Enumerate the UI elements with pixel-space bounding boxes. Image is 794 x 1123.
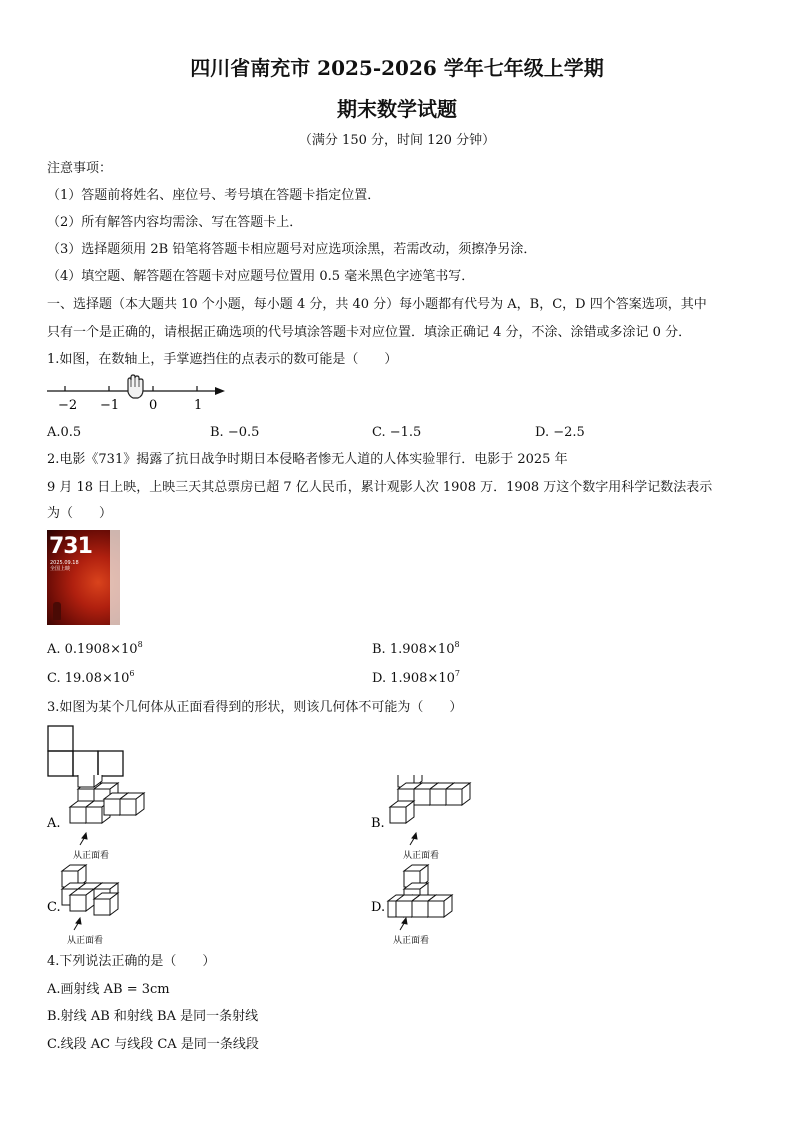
poster-date <box>50 560 79 572</box>
poster-strip <box>110 530 120 625</box>
tick-label: 1 <box>194 398 203 413</box>
hand-icon <box>128 375 143 398</box>
view-caption: 从正面看 <box>393 936 430 946</box>
option-label: D. <box>371 900 386 915</box>
option-c-exponent: 6 <box>129 669 135 678</box>
option-d-base: D. 1.908×10 <box>372 671 455 686</box>
notice-heading: 注意事项： <box>47 161 113 176</box>
question-2-stem-line1: 2.电影《731》揭露了抗日战争时期日本侵略者惨无人道的人体实验罪行．电影于 2025 年 <box>47 452 568 467</box>
notice-item: （2）所有解答内容均需涂、写在答题卡上． <box>47 215 303 230</box>
movie-poster-image <box>47 530 120 625</box>
view-caption: 从正面看 <box>403 851 440 861</box>
option-c-base: C. 19.08×10 <box>47 671 130 686</box>
option-a <box>47 641 143 658</box>
option-d-exponent: 7 <box>454 669 460 678</box>
view-caption: 从正面看 <box>67 936 104 946</box>
cube <box>390 801 414 823</box>
option-b <box>372 641 460 658</box>
notice-item: （3）选择题须用 2B 铅笔将答题卡相应题号对应选项涂黑，若需改动，须擦净另涂． <box>47 242 537 257</box>
cube <box>70 889 94 911</box>
cube <box>94 893 118 915</box>
option-a-base: A. 0.1908×10 <box>47 642 138 657</box>
tick-label: 0 <box>149 398 158 413</box>
view-arrow-head <box>76 918 81 924</box>
view-arrow-head <box>412 833 417 839</box>
question-2-stem-line2: 9 月 18 日上映，上映三天其总票房已超 7 亿人民币，累计观影人次 1908 万．1908 万这个数字用科学记数法表示 <box>47 480 713 495</box>
option-b: B. −0.5 <box>210 425 260 440</box>
tick-label: −2 <box>58 398 78 413</box>
option-label: C. <box>47 900 61 915</box>
poster-figure <box>53 602 61 620</box>
cube-layer <box>62 775 470 917</box>
tick-label: −1 <box>100 398 120 413</box>
number-line-arrow <box>215 387 225 395</box>
number-line-figure <box>45 372 230 414</box>
question-2-stem-line3: 为（ ） <box>47 506 113 521</box>
option-d <box>372 670 460 687</box>
section-instructions-line2: 只有一个是正确的，请根据正确选项的代号填涂答题卡对应位置．填涂正确记 4 分，不涂、涂错或多涂记 0 分． <box>47 325 692 340</box>
notice-item: （1）答题前将姓名、座位号、考号填在答题卡指定位置． <box>47 188 381 203</box>
notice-item: （4）填空题、解答题在答题卡对应题号位置用 0.5 毫米黑色字迹笔书写． <box>47 269 475 284</box>
page-subtitle: 期末数学试题 <box>337 97 457 121</box>
exam-info: （满分 150 分，时间 120 分钟） <box>298 133 496 148</box>
page-title: 四川省南充市 2025-2026 学年七年级上学期 <box>190 56 604 80</box>
option-b: B.射线 AB 和射线 BA 是同一条射线 <box>47 1009 259 1024</box>
option-c: C. −1.5 <box>372 425 422 440</box>
option-label: B. <box>371 816 385 831</box>
view-arrow-head <box>82 833 87 839</box>
front-view-figure <box>47 725 127 779</box>
cube <box>120 793 144 815</box>
option-a: A.画射线 AB = 3cm <box>47 982 170 997</box>
question-4-stem: 4.下列说法正确的是（ ） <box>47 954 216 969</box>
view-arrow-head <box>402 918 407 924</box>
option-a: A.0.5 <box>47 425 82 440</box>
cube <box>428 895 452 917</box>
option-label: A. <box>47 816 61 831</box>
option-c <box>47 670 135 687</box>
question-1-stem: 1.如图，在数轴上，手掌遮挡住的点表示的数可能是（ ） <box>47 352 398 367</box>
option-b-exponent: 8 <box>454 640 460 649</box>
poster-sub-text: 全国上映 <box>50 566 71 572</box>
option-c: C.线段 AC 与线段 CA 是同一条线段 <box>47 1037 259 1052</box>
section-instructions-line1: 一、选择题（本大题共 10 个小题，每小题 4 分，共 40 分）每小题都有代号为 A，B，C，D 四个答案选项，其中 <box>47 297 707 312</box>
question-3-stem: 3.如图为某个几何体从正面看得到的形状，则该几何体不可能为（ ） <box>47 700 463 715</box>
option-d: D. −2.5 <box>535 425 585 440</box>
view-caption: 从正面看 <box>73 851 110 861</box>
option-a-exponent: 8 <box>137 640 143 649</box>
option-b-base: B. 1.908×10 <box>372 642 455 657</box>
cube <box>446 783 470 805</box>
option-figures <box>0 775 794 955</box>
poster-date-text: 2025.09.18 <box>50 560 79 566</box>
poster-title: 731 <box>49 534 92 559</box>
